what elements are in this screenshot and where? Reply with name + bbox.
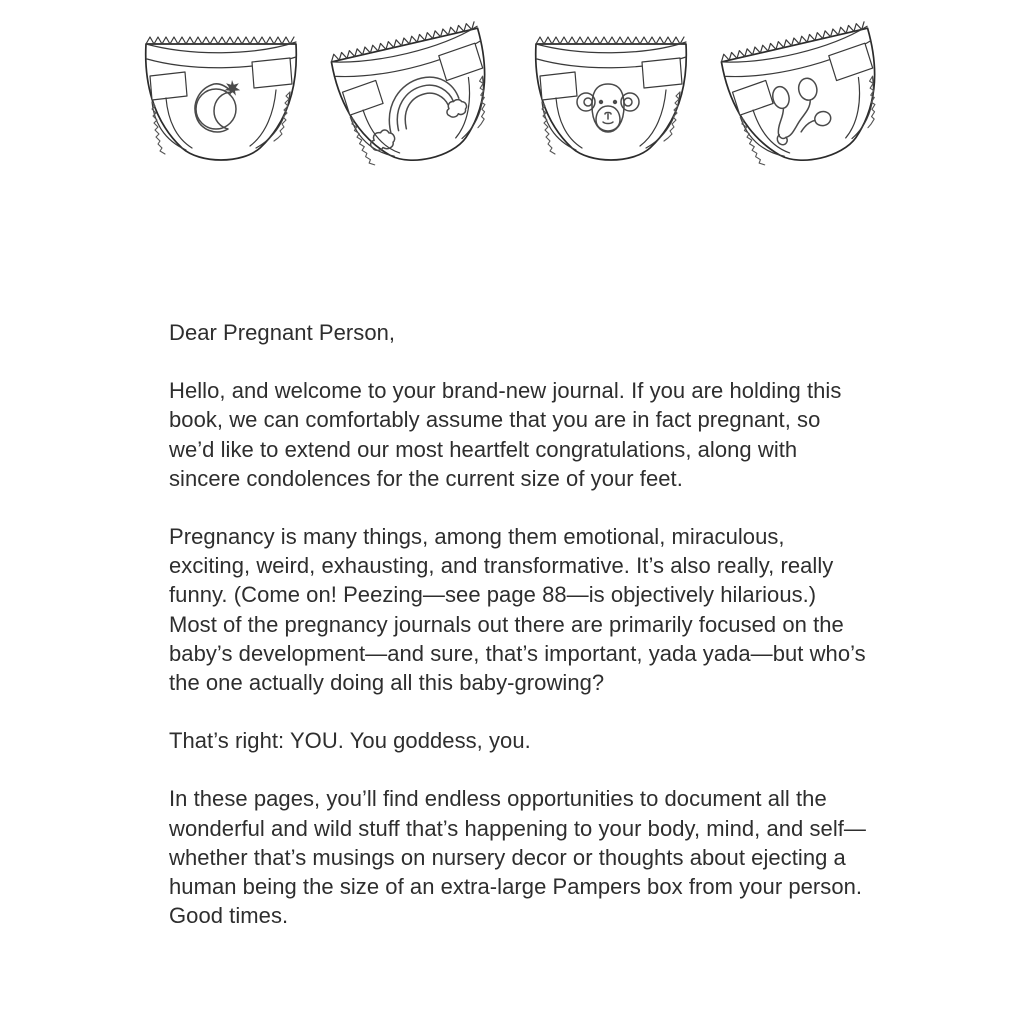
rainbow-diaper-icon bbox=[329, 21, 503, 175]
letter-paragraph-1: Hello, and welcome to your brand-new journal. If you are holding this book, we can comfortably assume that you are in fact pregnant, so we’d like to extend our most heartfelt congratulations, along with sincere condolences for the current size of your feet. bbox=[169, 378, 848, 491]
diaper-illustration-row bbox=[0, 0, 1024, 190]
balloons-diaper-icon bbox=[719, 21, 893, 175]
diaper-illustration-2 bbox=[317, 0, 512, 185]
diaper-illustration-3 bbox=[512, 0, 707, 185]
letter-paragraph-2: Pregnancy is many things, among them emotional, miraculous, exciting, weird, exhausting, and transformative. It’s also really, really funny. (Come on! Peezing—see page 88—is objectively hilarious.) Most of the pregnancy journals out there are primarily focused on the baby’s development—and sure, that’s important, yada yada—but who’s the one actually doing all this baby-growing? bbox=[169, 524, 872, 696]
diaper-illustration-4 bbox=[707, 0, 902, 185]
letter-paragraph-4: In these pages, you’ll find endless opportunities to document all the wonderful and wild stuff that’s happening to your body, mind, and self—whether that’s musings on nursery decor or thoughts about ejecting a human being the size of an extra-large Pampers box from your person. Good times. bbox=[169, 786, 869, 929]
moon-star-diaper-icon bbox=[145, 37, 296, 160]
letter-body bbox=[169, 318, 872, 930]
letter-salutation: Dear Pregnant Person, bbox=[169, 320, 396, 345]
monkey-face-diaper-icon bbox=[535, 37, 686, 160]
letter-paragraph-3: That’s right: YOU. You goddess, you. bbox=[169, 728, 531, 754]
diaper-illustration-1 bbox=[122, 0, 317, 185]
